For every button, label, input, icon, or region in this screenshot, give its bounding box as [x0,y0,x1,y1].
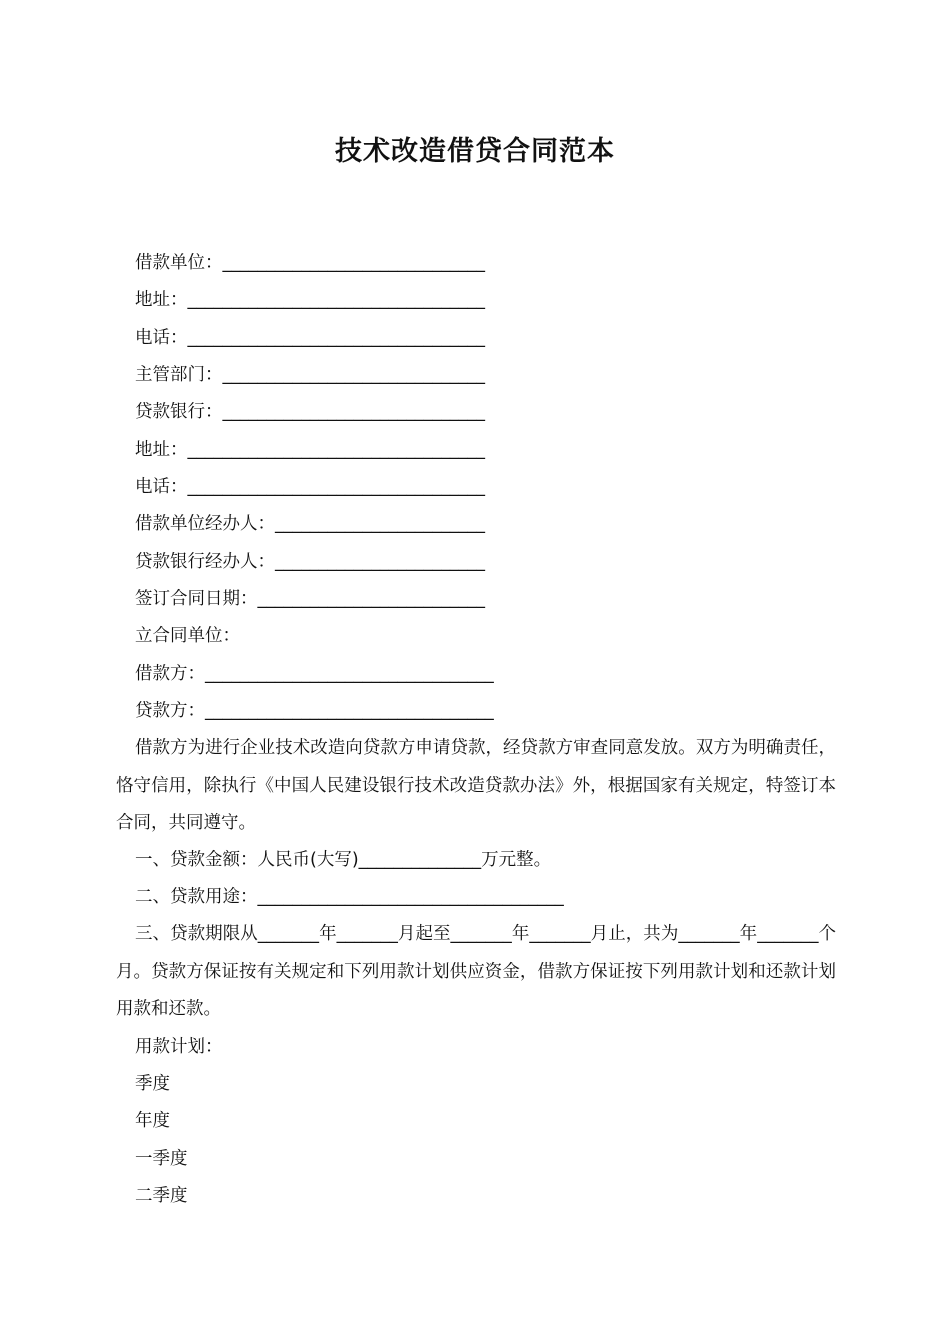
field-borrower-party: 借款方：_________________________________ [135,664,494,684]
field-supervisor-dept: 主管部门：______________________________ [135,365,485,385]
field-borrower: 借款单位：______________________________ [135,253,485,273]
field-borrower-phone: 电话：__________________________________ [135,328,485,348]
plan-item-q2: 二季度 [135,1186,188,1206]
field-bank-phone: 电话：__________________________________ [135,477,485,497]
plan-item-quarter: 季度 [135,1074,170,1094]
field-borrower-address: 地址：__________________________________ [135,290,485,310]
field-bank-agent: 贷款银行经办人：________________________ [135,552,485,572]
plan-item-q1: 一季度 [135,1149,188,1169]
page-title: 技术改造借贷合同范本 [335,136,615,167]
plan-item-year: 年度 [135,1111,170,1131]
plan-heading: 用款计划： [135,1037,223,1057]
field-sign-date: 签订合同日期：__________________________ [135,589,485,609]
field-lender-bank: 贷款银行：______________________________ [135,402,485,422]
field-lender-party: 贷款方：_________________________________ [135,701,494,721]
field-borrower-agent: 借款单位经办人：________________________ [135,514,485,534]
clause-purpose: 二、贷款用途：___________________________________ [135,887,564,907]
intro-paragraph: 借款方为进行企业技术改造向贷款方申请贷款，经贷款方审查同意发放。双方为明确责任，恪守信用，除执行《中国人民建设银行技术改造贷款办法》外，根据国家有关规定，特签订本合同，共同遵守。 [116,738,836,833]
field-bank-address: 地址：__________________________________ [135,440,485,460]
clause-term-paragraph: 三、贷款期限从_______年_______月起至_______年_______月止，共为_______年_______个月。贷款方保证按有关规定和下列用款计划供应资金，借款方保证按下列用款计划和还款计划用款和还款。 [116,924,836,1019]
clause-amount: 一、贷款金额：人民币(大写)______________万元整。 [135,850,552,870]
field-contract-parties: 立合同单位： [135,626,240,646]
